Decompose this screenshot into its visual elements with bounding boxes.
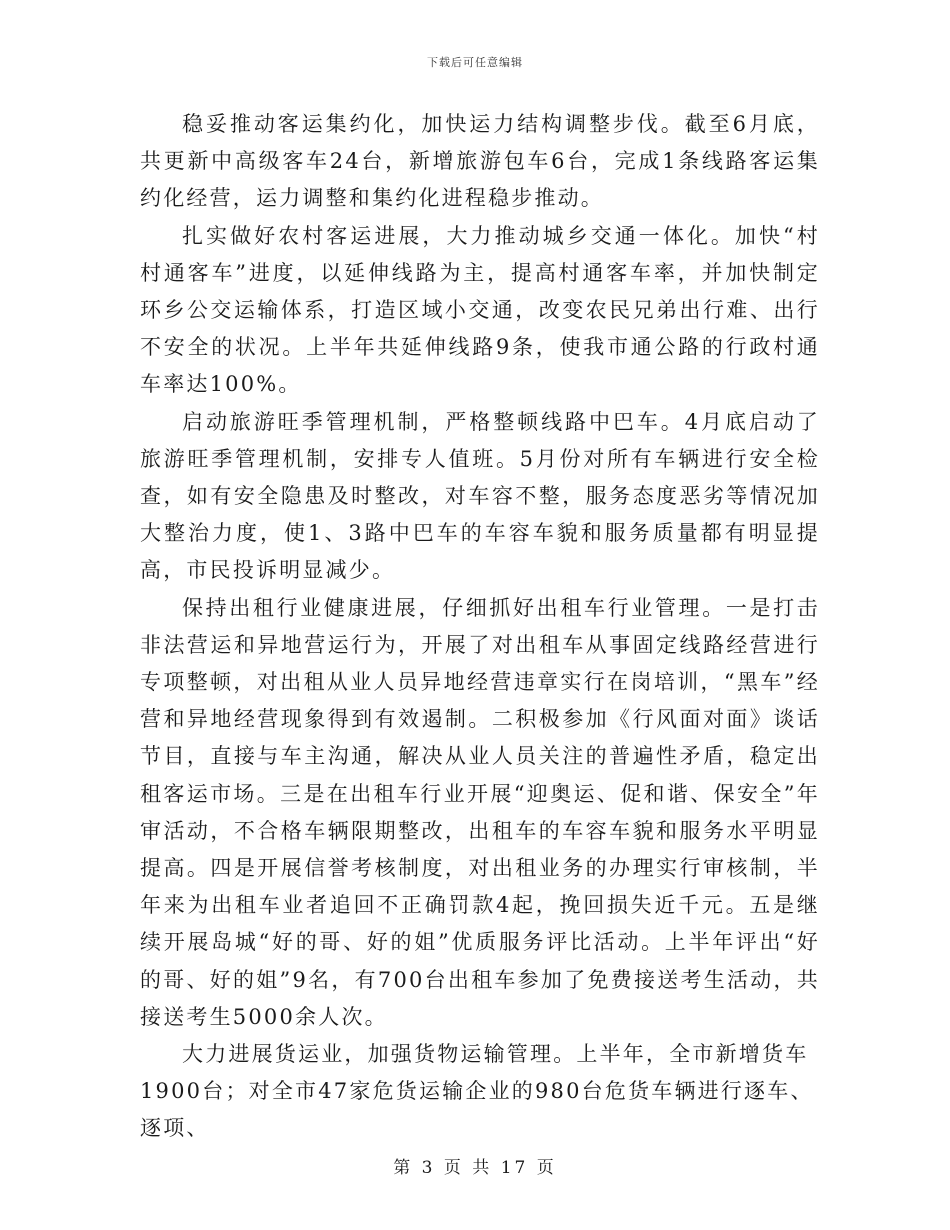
page-number-footer: 第 3 页 共 17 页 <box>393 1158 557 1178</box>
paragraph-passenger-transport: 稳妥推动客运集约化，加快运力结构调整步伐。截至6月底，共更新中高级客车24台，新增旅游包车6台，完成1条线路客运集约化经营，运力调整和集约化进程稳步推动。 <box>140 112 820 211</box>
paragraph-tourism-season: 启动旅游旺季管理机制，严格整顿线路中巴车。4月底启动了旅游旺季管理机制，安排专人值班。5月份对所有车辆进行安全检查，如有安全隐患及时整改，对车容不整，服务态度恶劣等情况加大整治力度，使1、3路中巴车的车容车貌和服务质量都有明显提高，市民投诉明显减少。 <box>140 409 820 583</box>
document-body <box>140 106 820 1148</box>
paragraph-freight-transport: 大力进展货运业，加强货物运输管理。上半年，全市新增货车1900台；对全市47家危货运输企业的980台危货车辆进行逐车、逐项、 <box>140 1042 814 1141</box>
paragraph-rural-transport: 扎实做好农村客运进展，大力推动城乡交通一体化。加快“村村通客车”进度，以延伸线路为主，提高村通客车率，并加快制定环乡公交运输体系，打造区域小交通，改变农民兄弟出行难、出行不安全的状况。上半年共延伸线路9条，使我市通公路的行政村通车率达100%。 <box>140 223 820 397</box>
paragraph-taxi-industry: 保持出租行业健康进展，仔细抓好出租车行业管理。一是打击非法营运和异地营运行为，开展了对出租车从事固定线路经营进行专项整顿，对出租从业人员异地经营违章实行在岗培训，“黑车”经营和异地经营现象得到有效遏制。二积极参加《行风面对面》谈话节目，直接与车主沟通，解决从业人员关注的普遍性矛盾，稳定出租客运市场。三是在出租车行业开展“迎奥运、促和谐、保安全”年审活动，不合格车辆限期整改，出租车的车容车貌和服务水平明显提高。四是开展信誉考核制度，对出租业务的办理实行审核制，半年来为出租车业者追回不正确罚款4起，挽回损失近千元。五是继续开展岛城“好的哥、好的姐”优质服务评比活动。上半年评出“好的哥、好的姐”9名，有700台出租车参加了免费接送考生活动，共接送考生5000余人次。 <box>140 595 820 1029</box>
page-header: 下载后可任意编辑 <box>427 56 523 69</box>
